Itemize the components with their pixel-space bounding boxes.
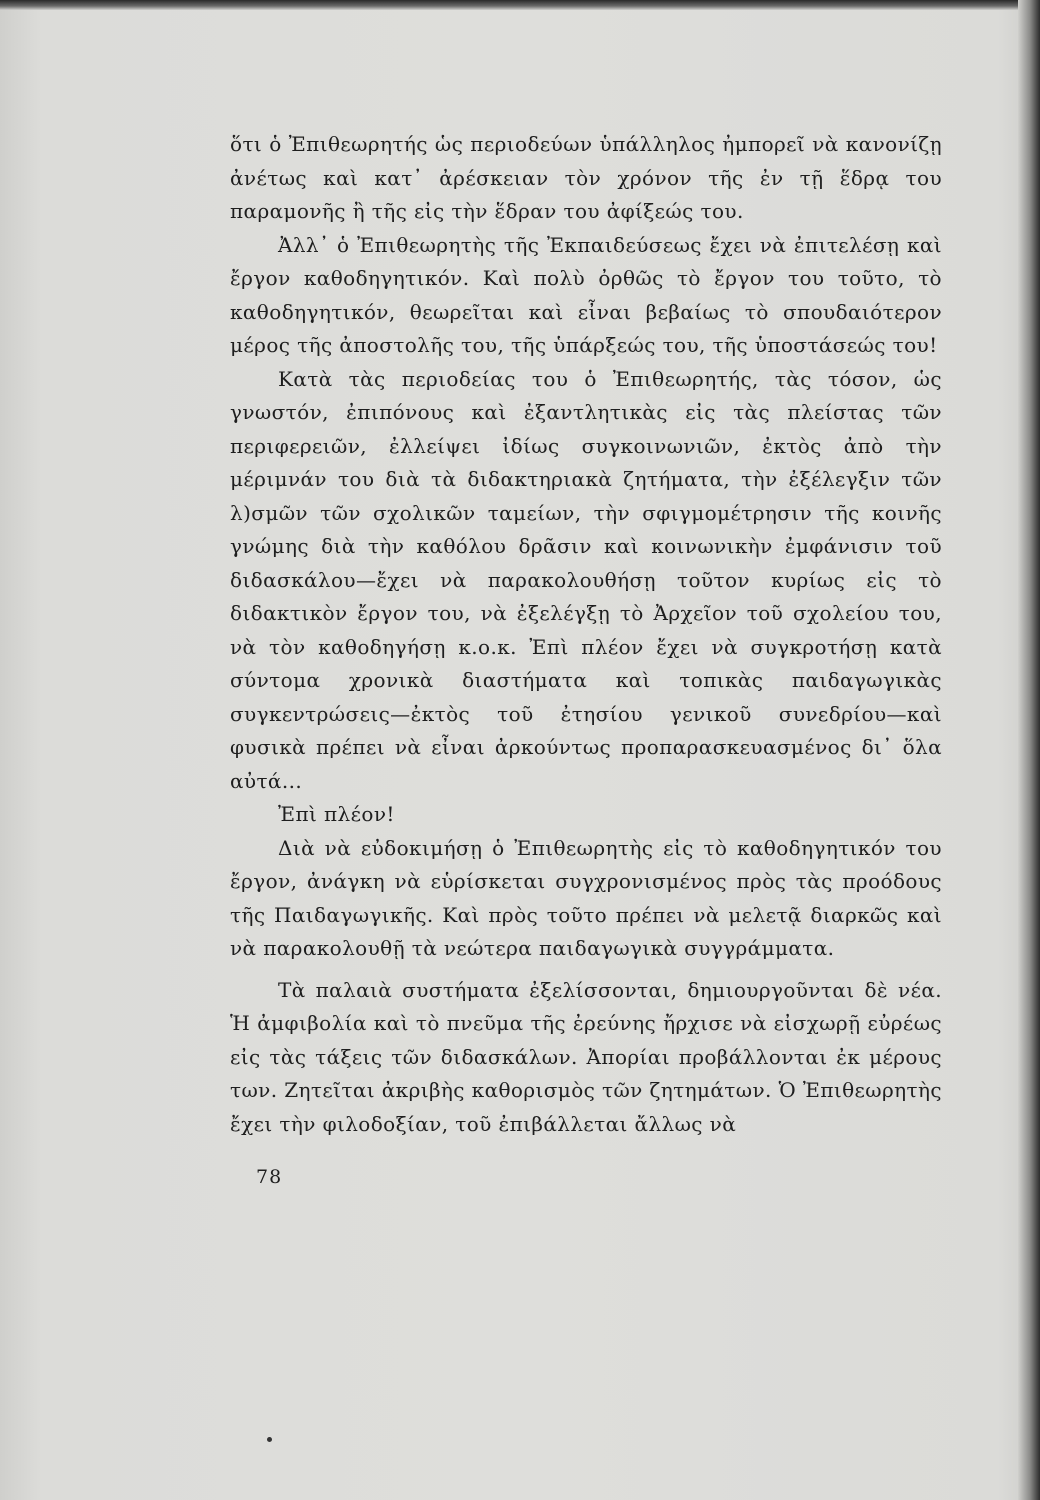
paragraph-3: Κατὰ τὰς περιοδείας του ὁ Ἐπιθεωρητής, τὰς τόσον, ὡς γνωστόν, ἐπιπόνους καὶ ἐξαντλητικὰς εἰς τὰς πλείστας τῶν περιφερειῶν, ἐλλείψει ἰδίως συγκοινωνιῶν, ἐκτὸς ἀπὸ τὴν μέριμνάν του διὰ τὰ διδακτηριακὰ ζητήματα, τὴν ἐξέλεγξιν τῶν λ)σμῶν τῶν σχολικῶν ταμείων, τὴν σφιγμομέτρησιν τῆς κοινῆς γνώμης διὰ τὴν καθόλου δρᾶσιν καὶ κοινωνικὴν ἐμφάνισιν τοῦ διδασκάλου—ἔχει νὰ παρακολουθήσῃ τοῦτον κυρίως εἰς τὸ διδακτικὸν ἔργον του, νὰ ἐξελέγξῃ τὸ Ἀρχεῖον τοῦ σχολείου του, νὰ τὸν καθοδηγήσῃ κ.ο.κ. Ἐπὶ πλέον ἔχει νὰ συγκροτήσῃ κατὰ σύντομα χρονικὰ διαστήματα καὶ τοπικὰς παιδαγωγικὰς συγκεντρώσεις—ἐκτὸς τοῦ ἐτησίου γενικοῦ συνεδρίου—καὶ φυσικὰ πρέπει νὰ εἶναι ἀρκούντως προπαρασκευασμένος δι᾽ ὅλα αὐτά... [230, 366, 942, 793]
page-number: 78 [256, 1166, 283, 1188]
scan-right-edge [1018, 0, 1040, 1500]
scan-speck [267, 1437, 272, 1442]
paragraph-1: ὅτι ὁ Ἐπιθεωρητής ὡς περιοδεύων ὑπάλληλος ἠμπορεῖ νὰ κανονίζῃ ἀνέτως καὶ κατ᾽ ἀρέσκειαν τὸν χρόνον τῆς ἐν τῇ ἕδρᾳ του παραμονῆς ἢ τῆς εἰς τὴν ἕδραν του ἀφίξεώς του. [230, 132, 942, 223]
scan-top-edge [0, 0, 1040, 10]
paragraph-2: Ἀλλ᾽ ὁ Ἐπιθεωρητὴς τῆς Ἐκπαιδεύσεως ἔχει νὰ ἐπιτελέσῃ καὶ ἔργον καθοδηγητικόν. Καὶ πολὺ ὀρθῶς τὸ ἔργον του τοῦτο, τὸ καθοδηγητικόν, θεωρεῖται καὶ εἶναι βεβαίως τὸ σπουδαιότερον μέρος τῆς ἀποστολῆς του, τῆς ὑπάρξεώς του, τῆς ὑποστάσεώς του! [230, 232, 942, 357]
paragraph-4: Ἐπὶ πλέον! [278, 802, 395, 826]
body-text [230, 128, 942, 1141]
paragraph-6: Τὰ παλαιὰ συστήματα ἐξελίσσονται, δημιουργοῦνται δὲ νέα. Ἡ ἀμφιβολία καὶ τὸ πνεῦμα τῆς ἐρεύνης ἤρχισε νὰ εἰσχωρῇ εὐρέως εἰς τὰς τάξεις τῶν διδασκάλων. Ἀπορίαι προβάλλονται ἐκ μέρους των. Ζητεῖται ἀκριβὴς καθορισμὸς τῶν ζητημάτων. Ὁ Ἐπιθεωρητὴς ἔχει τὴν φιλοδοξίαν, τοῦ ἐπιβάλλεται ἄλλως νὰ [230, 977, 943, 1136]
paragraph-5: Διὰ νὰ εὐδοκιμήσῃ ὁ Ἐπιθεωρητὴς εἰς τὸ καθοδηγητικόν του ἔργον, ἀνάγκη νὰ εὑρίσκεται συγχρονισμένος πρὸς τὰς προόδους τῆς Παιδαγωγικῆς. Καὶ πρὸς τοῦτο πρέπει νὰ μελετᾷ διαρκῶς καὶ νὰ παρακολουθῇ τὰ νεώτερα παιδαγωγικὰ συγγράμματα. [230, 835, 942, 960]
